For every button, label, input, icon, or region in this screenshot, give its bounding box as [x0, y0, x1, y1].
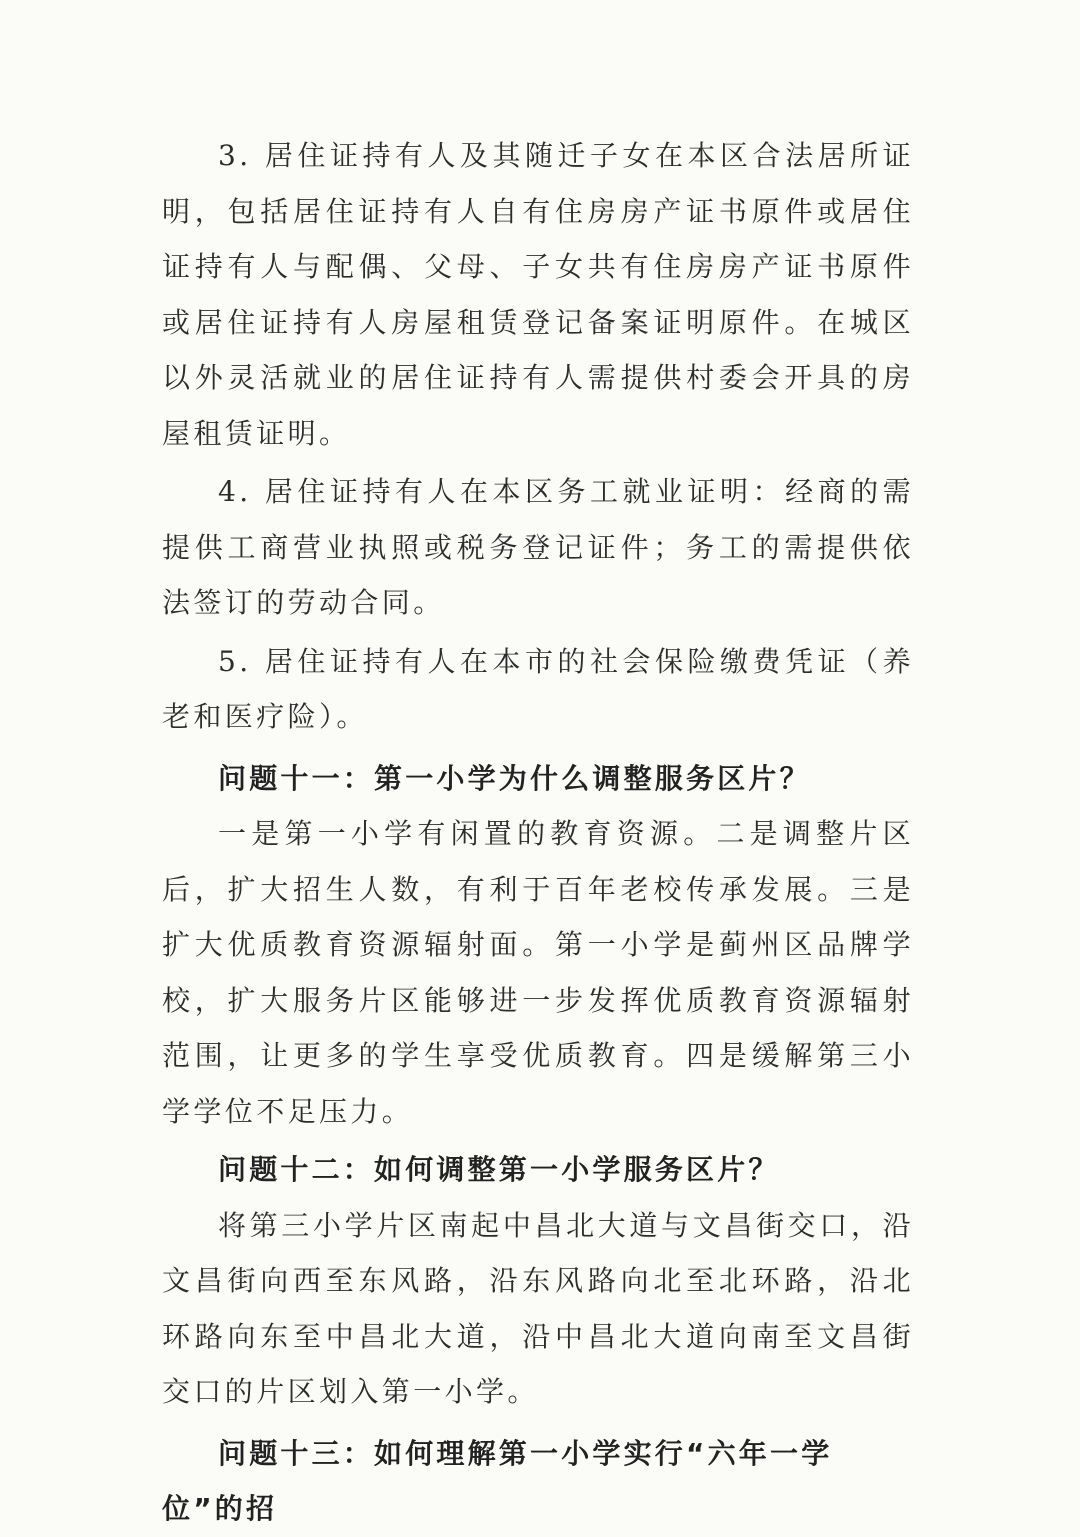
paragraph-residence-proof: 3. 居住证持有人及其随迁子女在本区合法居所证明，包括居住证持有人自有住房房产证书原件或居住证持有人与配偶、父母、子女共有住房房产证书原件或居住证持有人房屋租赁登记备案证明原件。在城区以外灵活就业的居住证持有人需提供村委会开具的房屋租赁证明。 — [162, 139, 914, 450]
paragraph-answer-11: 一是第一小学有闲置的教育资源。二是调整片区后，扩大招生人数，有利于百年老校传承发展。三是扩大优质教育资源辐射面。第一小学是蓟州区品牌学校，扩大服务片区能够进一步发挥优质教育资源辐射范围，让更多的学生享受优质教育。四是缓解第三小学学位不足压力。 — [162, 817, 914, 1128]
heading-question-11: 问题十一：第一小学为什么调整服务区片？ — [218, 761, 811, 795]
paragraph-employment-proof: 4. 居住证持有人在本区务工就业证明：经商的需提供工商营业执照或税务登记证件；务工的需提供依法签订的劳动合同。 — [162, 475, 914, 619]
heading-question-13: 问题十三：如何理解第一小学实行“六年一学位”的招 — [162, 1436, 833, 1525]
document-body — [162, 128, 914, 1537]
paragraph-social-insurance: 5. 居住证持有人在本市的社会保险缴费凭证（养老和医疗险）。 — [162, 644, 914, 733]
heading-question-12: 问题十二：如何调整第一小学服务区片？ — [218, 1153, 780, 1186]
paragraph-answer-12: 将第三小学片区南起中昌北大道与文昌街交口，沿文昌街向西至东风路，沿东风路向北至北环路，沿北环路向东至中昌北大道，沿中昌北大道向南至文昌街交口的片区划入第一小学。 — [162, 1208, 914, 1408]
